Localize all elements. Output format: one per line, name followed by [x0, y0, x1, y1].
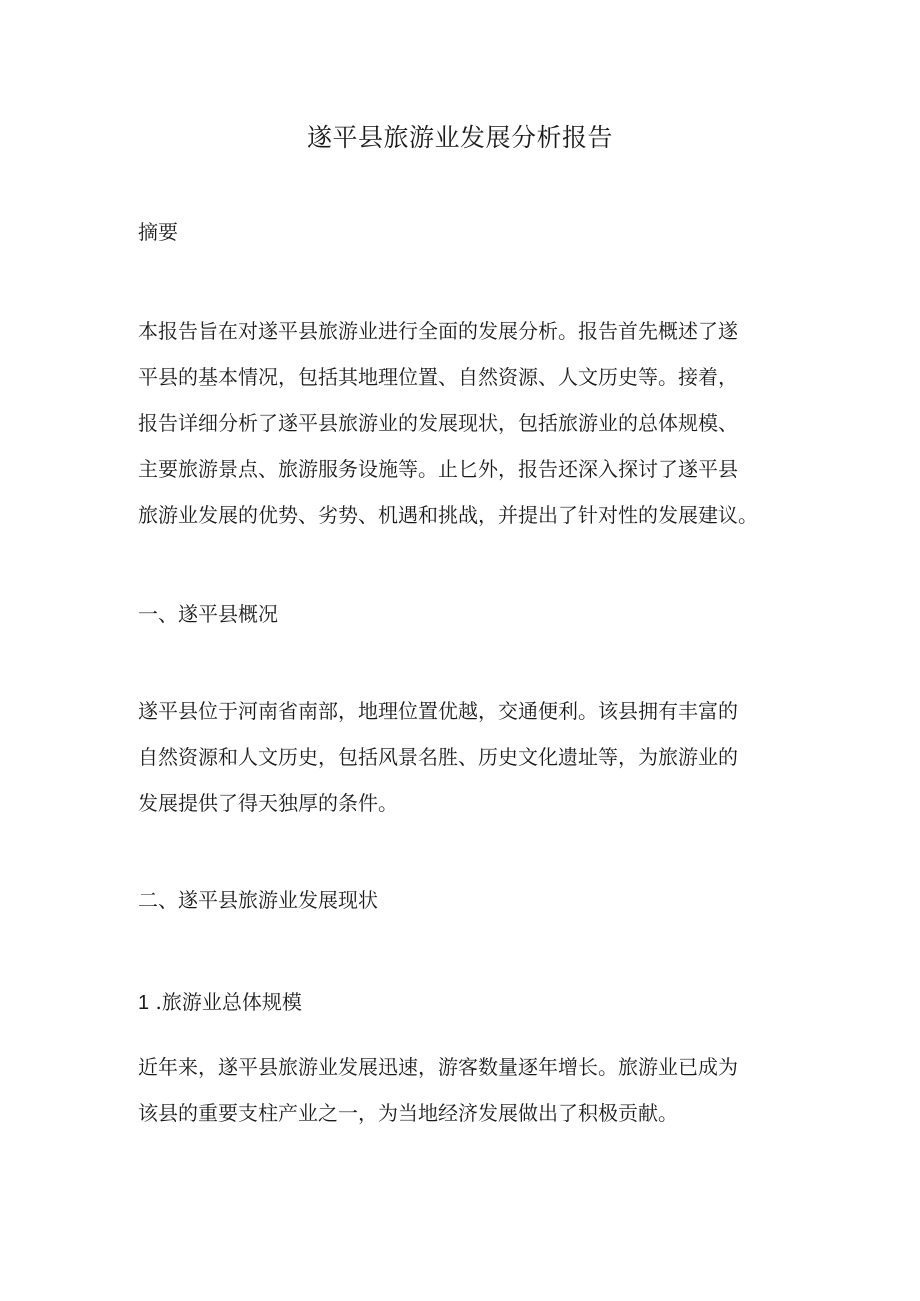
paragraph-line: 本报告旨在对遂平县旅游业进行全面的发展分析。报告首先概述了遂 — [138, 319, 738, 343]
document-title: 遂平县旅游业发展分析报告 — [306, 123, 613, 152]
abstract-paragraph — [138, 308, 798, 538]
paragraph-line: 自然资源和人文历史，包括风景名胜、历史文化遗址等，为旅游业的 — [138, 745, 738, 769]
paragraph-line: 平县的基本情况，包括其地理位置、自然资源、人文历史等。接着， — [138, 365, 738, 389]
paragraph-line: 遂平县位于河南省南部，地理位置优越，交通便利。该县拥有丰富的 — [138, 699, 738, 723]
section-1-paragraph — [138, 688, 798, 826]
subsection-title: .旅游业总体规模 — [155, 990, 302, 1014]
paragraph-line: 报告详细分析了遂平县旅游业的发展现状，包括旅游业的总体规模、 — [138, 411, 738, 435]
subsection-number: 1 — [138, 992, 150, 1014]
paragraph-line: 发展提供了得天独厚的条件。 — [138, 791, 398, 815]
subsection-1-heading — [138, 986, 302, 1019]
section-1-heading: 一、遂平县概况 — [138, 602, 278, 626]
section-2-heading: 二、遂平县旅游业发展现状 — [138, 888, 378, 912]
paragraph-line: 主要旅游景点、旅游服务设施等。止匕外，报告还深入探讨了遂平县 — [138, 457, 738, 481]
paragraph-line: 近年来，遂平县旅游业发展迅速，游客数量逐年增长。旅游业已成为 — [138, 1055, 738, 1079]
paragraph-line: 该县的重要支柱产业之一，为当地经济发展做出了积极贡献。 — [138, 1101, 678, 1125]
subsection-1-paragraph — [138, 1044, 798, 1136]
paragraph-line: 旅游业发展的优势、劣势、机遇和挑战，并提出了针对性的发展建议。 — [138, 503, 758, 527]
abstract-heading: 摘要 — [138, 220, 178, 244]
